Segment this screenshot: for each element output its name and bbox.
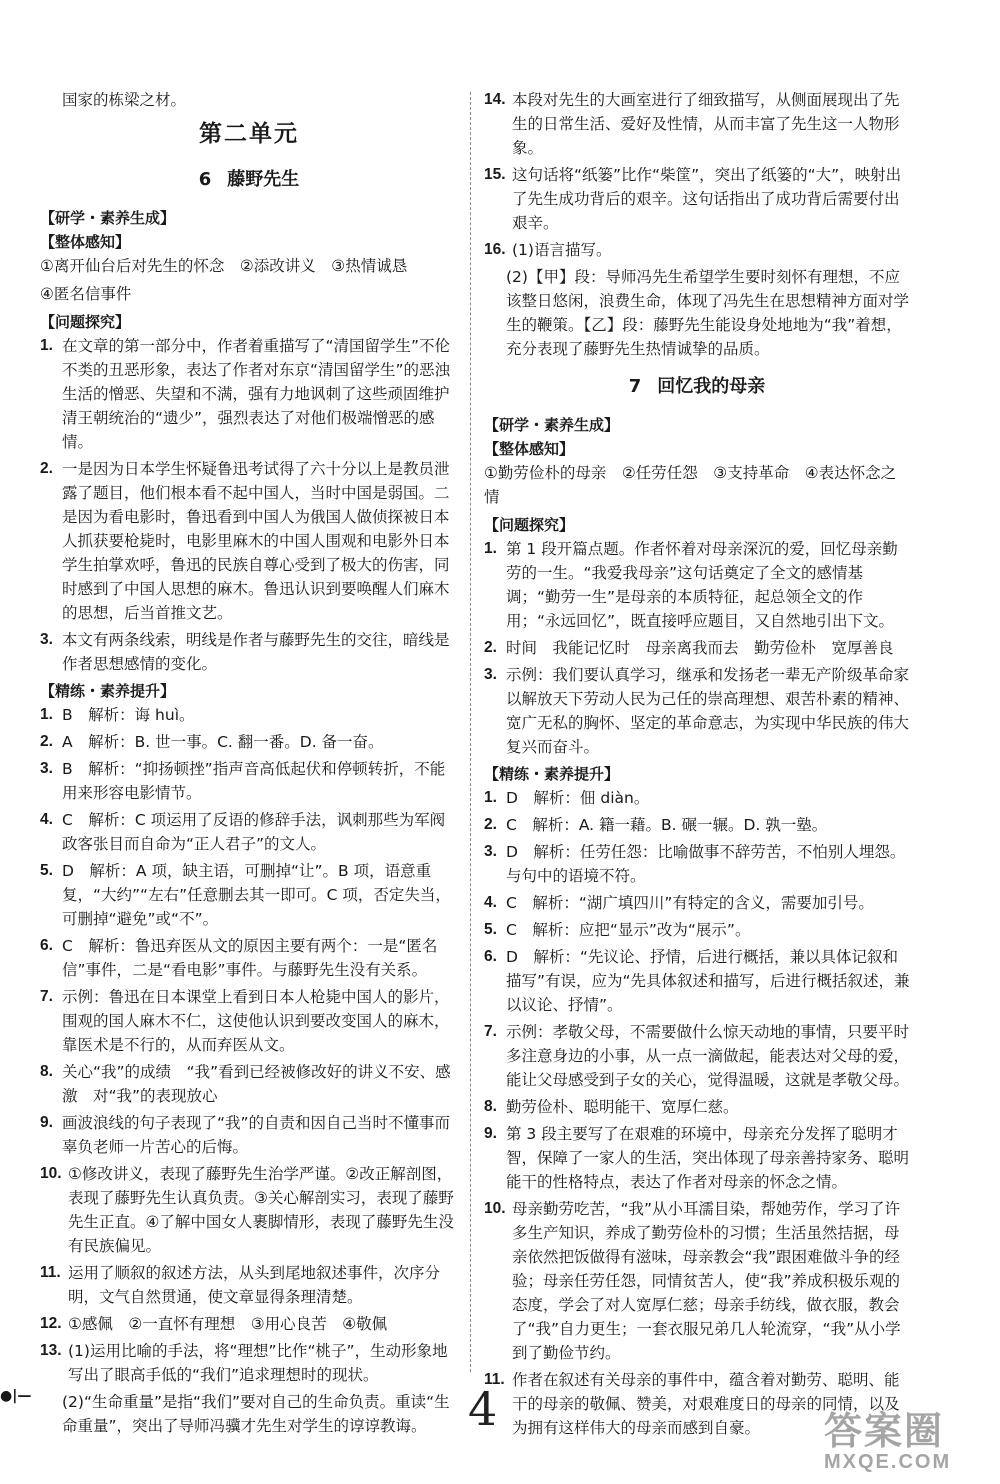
item-number: 14. xyxy=(484,91,506,108)
item-text: 本段对先生的大画室进行了细致描写，从侧面展现出了先生的日常生活、爱好及性情，从而丰富了先生这一人物形象。 xyxy=(512,91,900,157)
item-number: 7. xyxy=(484,1023,497,1040)
item-number: 6. xyxy=(40,937,53,954)
intro-line: 国家的栋梁之材。 xyxy=(62,91,187,109)
item-text: 示例：孝敬父母，不需要做什么惊天动地的事情，只要平时多注意身边的小事，从一点一滴做起，能表达对父母的爱，能让父母感受到子女的关心，觉得温暖，这就是孝敬父母。 xyxy=(506,1023,910,1089)
list-item xyxy=(484,88,910,160)
item-number: 1. xyxy=(484,789,497,806)
item-number: 8. xyxy=(484,1098,497,1115)
item-text: C 解析：鲁迅弃医从文的原因主要有两个：一是“匿名信”事件，二是“看电影”事件。与藤野先生没有关系。 xyxy=(62,937,438,979)
item-text: 在文章的第一部分中，作者着重描写了“清国留学生”不伦不类的丑恶形象，表达了作者对东京“清国留学生”的恶浊生活的憎恶、失望和不满，强有力地讽刺了这些顽固维护清王朝统治的“遗少”，强烈表达了对他们极端憎恶的感情。 xyxy=(62,337,451,451)
column-divider xyxy=(470,92,471,1372)
item-number: 5. xyxy=(484,921,497,938)
perception-line: ①离开仙台后对先生的怀念 ②添改讲义 ③热情诚恳 xyxy=(40,257,408,275)
item-number: 1. xyxy=(40,337,53,354)
unit-title: 第二单元 xyxy=(199,120,299,147)
section-heading: 【研学・素养生成】 xyxy=(484,416,620,434)
perception-line: ①勤劳俭朴的母亲 ②任劳任怨 ③支持革命 ④表达怀念之情 xyxy=(484,464,897,506)
item-continuation: (2)“生命重量”是指“我们”要对自己的生命负责。重读“生命重量”，突出了导师冯骥才先生对学生的谆谆教诲。 xyxy=(62,1393,450,1435)
list-item xyxy=(484,1020,910,1092)
section-heading: 【精练・素养提升】 xyxy=(40,682,176,700)
item-text: D 解析：佃 diàn。 xyxy=(506,789,650,807)
item-text: 这句话将“纸篓”比作“柴筐”，突出了纸篓的“大”，映射出了先生成功背后的艰辛。这句话指出了成功背后需要付出艰辛。 xyxy=(512,166,902,232)
item-text: D 解析：A 项，缺主语，可删掉“让”。B 项，语意重复，“大约”“左右”任意删去其一即可。C 项，否定失当，可删掉“避免”或“不”。 xyxy=(62,862,451,928)
lesson-number: 7 xyxy=(628,376,642,397)
subsection-heading: 【问题探究】 xyxy=(40,313,131,331)
item-text: 勤劳俭朴、聪明能干、宽厚仁慈。 xyxy=(506,1098,739,1116)
list-item xyxy=(484,840,910,888)
list-item xyxy=(40,334,458,454)
list-item xyxy=(40,757,458,805)
item-text: 作者在叙述有关母亲的事件中，蕴含着对勤劳、聪明、能干的母亲的敬佩、赞美，对艰难度日的母亲的同情，以及为拥有这样伟大的母亲而感到自豪。 xyxy=(512,1371,900,1437)
list-item xyxy=(40,628,458,676)
list-item xyxy=(484,891,910,915)
item-text: 时间 我能记忆时 母亲离我而去 勤劳俭朴 宽厚善良 xyxy=(506,639,894,657)
item-number: 11. xyxy=(40,1264,61,1281)
item-number: 4. xyxy=(40,811,53,828)
item-text: 一是因为日本学生怀疑鲁迅考试得了六十分以上是教员泄露了题目，他们根本看不起中国人，当时中国是弱国。二是因为看电影时，鲁迅看到中国人为俄国人做侦探被日本人抓获要枪毙时，电影里麻木的中国人围观和电影外日本学生拍掌欢呼，鲁迅的民族自尊心受到了极大的伤害，同时感到了中国人思想的麻木。鲁迅认识到要唤醒人们麻木的思想，后当首推文艺。 xyxy=(62,460,450,622)
item-text: ①感佩 ②一直怀有理想 ③用心良苦 ④敬佩 xyxy=(68,1315,388,1333)
item-number: 3. xyxy=(484,666,497,683)
list-item xyxy=(40,1162,458,1258)
watermark-url: MXQE.COM xyxy=(824,1451,952,1473)
item-number: 6. xyxy=(484,948,497,965)
item-number: 2. xyxy=(40,460,53,477)
list-item xyxy=(40,1339,458,1387)
item-text: 关心“我”的成绩 “我”看到已经被修改好的讲义不安、感激 对“我”的表现放心 xyxy=(62,1063,451,1105)
list-item xyxy=(40,859,458,931)
item-number: 3. xyxy=(484,843,497,860)
item-text: (1)语言描写。 xyxy=(512,241,612,259)
item-number: 16. xyxy=(484,241,506,258)
lesson-number: 6 xyxy=(198,169,212,190)
list-item xyxy=(484,945,910,1017)
list-item xyxy=(484,663,910,759)
list-item xyxy=(484,636,910,660)
list-item xyxy=(40,934,458,982)
list-item xyxy=(40,1261,458,1309)
page-number: 4 xyxy=(468,1382,498,1436)
item-number: 2. xyxy=(40,733,53,750)
lesson-7-title xyxy=(484,375,910,399)
item-text: B 解析：诲 huì。 xyxy=(62,706,195,724)
item-number: 13. xyxy=(40,1342,62,1359)
item-number: 8. xyxy=(40,1063,53,1080)
item-number: 1. xyxy=(484,540,497,557)
list-item xyxy=(40,1111,458,1159)
list-item xyxy=(484,918,910,942)
item-number: 1. xyxy=(40,706,53,723)
list-item xyxy=(40,703,458,727)
item-text: 第 3 段主要写了在艰难的环境中，母亲充分发挥了聪明才智，保障了一家人的生活，突出体现了母亲善持家务、聪明能干的性格特点，表达了作者对母亲的怀念之情。 xyxy=(506,1125,910,1191)
list-item xyxy=(40,808,458,856)
item-text: 第 1 段开篇点题。作者怀着对母亲深沉的爱，回忆母亲勤劳的一生。“我爱我母亲”这句话奠定了全文的感情基调；“勤劳一生”是母亲的本质特征，起总领全文的作用；“永远回忆”，既直接呼应题目，又自然地引出下文。 xyxy=(506,540,898,630)
watermark-logo xyxy=(824,1400,992,1478)
subsection-heading: 【整体感知】 xyxy=(484,440,575,458)
item-text: (1)运用比喻的手法，将“理想”比作“桃子”，生动形象地写出了眼高手低的“我们”追求理想时的现状。 xyxy=(68,1342,448,1384)
list-item xyxy=(40,985,458,1057)
item-text: D 解析：任劳任怨：比喻做事不辞劳苦，不怕别人埋怨。与句中的语境不符。 xyxy=(506,843,906,885)
item-text: 示例：我们要认真学习，继承和发扬老一辈无产阶级革命家以解放天下劳动人民为己任的崇高理想、艰苦朴素的精神、宽广无私的胸怀、坚定的革命意志，为实现中华民族的伟大复兴而奋斗。 xyxy=(506,666,910,756)
lesson-name: 藤野先生 xyxy=(227,169,300,190)
list-item xyxy=(484,1095,910,1119)
perception-line: ④匿名信事件 xyxy=(40,285,132,303)
item-number: 15. xyxy=(484,166,506,183)
item-number: 3. xyxy=(40,760,53,777)
item-text: C 解析：应把“显示”改为“展示”。 xyxy=(506,921,751,939)
item-text: C 解析：A. 籍一藉。B. 碾一辗。D. 孰一塾。 xyxy=(506,816,828,834)
item-number: 9. xyxy=(40,1114,53,1131)
item-number: 5. xyxy=(40,862,53,879)
list-item xyxy=(40,1312,458,1336)
list-item xyxy=(484,238,910,262)
item-number: 11. xyxy=(484,1371,505,1388)
list-item xyxy=(40,457,458,625)
item-text: ①修改讲义，表现了藤野先生治学严谨。②改正解剖图，表现了藤野先生认真负责。③关心解剖实习，表现了藤野先生正直。④了解中国女人裹脚情形，表现了藤野先生没有民族偏见。 xyxy=(68,1165,454,1255)
list-item xyxy=(484,1197,910,1365)
subsection-heading: 【整体感知】 xyxy=(40,233,131,251)
item-text: 母亲勤劳吃苦，“我”从小耳濡目染，帮她劳作，学习了许多生产知识，养成了勤劳俭朴的习惯；生活虽然拮据，母亲依然把饭做得有滋味，母亲教会“我”跟困难做斗争的经验；母亲任劳任怨，同情贫苦人，使“我”养成积极乐观的态度，学会了对人宽厚仁慈；母亲手纺线，做衣服，教会了“我”自力更生；一套衣服兄弟几人轮流穿，“我”从小学到了勤俭节约。 xyxy=(512,1200,901,1362)
item-number: 4. xyxy=(484,894,497,911)
item-text: A 解析：B. 世一事。C. 翻一番。D. 备一奋。 xyxy=(62,733,384,751)
item-text: 画波浪线的句子表现了“我”的自责和因自己当时不懂事而辜负老师一片苦心的后悔。 xyxy=(62,1114,451,1156)
item-text: B 解析：“抑扬顿挫”指声音高低起伏和停顿转折，不能用来形容电影情节。 xyxy=(62,760,446,802)
item-number: 7. xyxy=(40,988,53,1005)
item-text: 运用了顺叙的叙述方法，从头到尾地叙述事件，次序分明，文气自然贯通，使文章显得条理清楚。 xyxy=(68,1264,441,1306)
item-number: 9. xyxy=(484,1125,497,1142)
lesson-6-title xyxy=(40,168,458,192)
section-heading: 【精练・素养提升】 xyxy=(484,765,620,783)
section-heading: 【研学・素养生成】 xyxy=(40,209,176,227)
item-text: C 解析：“湖广填四川”有特定的含义，需要加引号。 xyxy=(506,894,874,912)
item-continuation: (2)【甲】段：导师冯先生希望学生要时刻怀有理想，不应该整日悠闲，浪费生命，体现了冯先生在思想精神方面对学生的鞭策。【乙】段：藤野先生能设身处地地为“我”着想，充分表现了藤野先生热情诚挚的品质。 xyxy=(506,268,910,358)
list-item xyxy=(484,1122,910,1194)
watermark-main: 答案圈 xyxy=(824,1411,945,1453)
item-text: D 解析：“先议论、抒情，后进行概括，兼以具体记叙和描写”有误，应为“先具体叙述和描写，后进行概括叙述，兼以议论、抒情”。 xyxy=(506,948,910,1014)
list-item xyxy=(40,1060,458,1108)
list-item xyxy=(484,537,910,633)
right-column xyxy=(484,88,910,1443)
list-item xyxy=(484,786,910,810)
lesson-name: 回忆我的母亲 xyxy=(657,376,766,397)
list-item xyxy=(484,163,910,235)
item-number: 3. xyxy=(40,631,53,648)
list-item xyxy=(40,730,458,754)
item-number: 10. xyxy=(484,1200,506,1217)
item-text: 示例：鲁迅在日本课堂上看到日本人枪毙中国人的影片，围观的国人麻木不仁，这使他认识到要改变国人的麻木，靠医术是不行的，从而弃医从文。 xyxy=(62,988,450,1054)
list-item xyxy=(484,813,910,837)
corner-mark: ●|— xyxy=(0,1388,32,1404)
item-text: C 解析：C 项运用了反语的修辞手法，讽刺那些为军阀政客张目而自命为“正人君子”的文人。 xyxy=(62,811,446,853)
subsection-heading: 【问题探究】 xyxy=(484,516,575,534)
item-number: 10. xyxy=(40,1165,62,1182)
left-column xyxy=(40,88,458,1442)
item-number: 2. xyxy=(484,816,497,833)
item-number: 2. xyxy=(484,639,497,656)
item-text: 本文有两条线索，明线是作者与藤野先生的交往，暗线是作者思想感情的变化。 xyxy=(62,631,450,673)
item-number: 12. xyxy=(40,1315,62,1332)
